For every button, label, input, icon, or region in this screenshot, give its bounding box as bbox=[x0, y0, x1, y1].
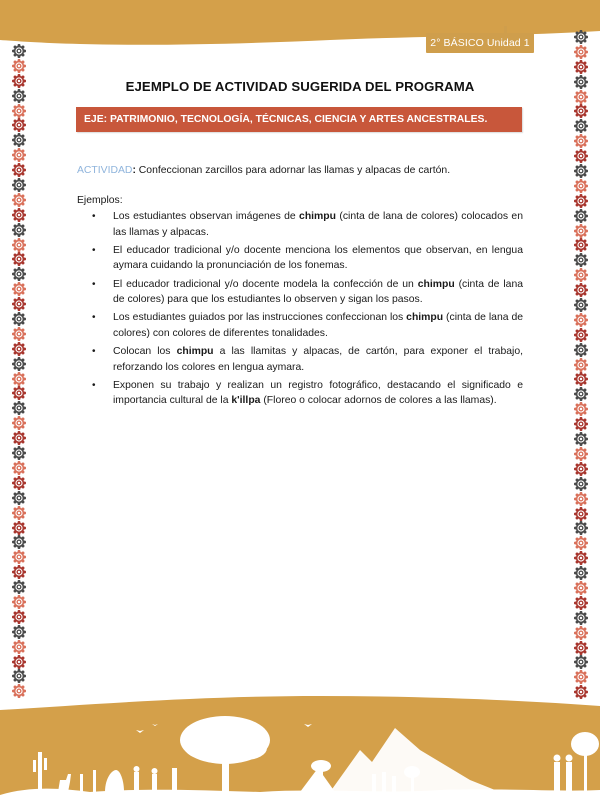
andean-gear-ornament-icon bbox=[574, 283, 588, 297]
andean-gear-ornament-icon bbox=[12, 550, 26, 564]
andean-gear-ornament-icon bbox=[12, 491, 26, 505]
andean-gear-ornament-icon bbox=[12, 238, 26, 252]
activity-label: ACTIVIDAD bbox=[77, 165, 133, 176]
bullet-icon: • bbox=[92, 244, 96, 256]
activity-content bbox=[77, 163, 523, 411]
andean-gear-ornament-icon bbox=[574, 507, 588, 521]
andean-gear-ornament-icon bbox=[574, 626, 588, 640]
andean-gear-ornament-icon bbox=[574, 313, 588, 327]
list-item: • Los estudiantes observan imágenes de chimpu (cinta de lana de colores) colocados en las llamas y alpacas. bbox=[92, 211, 523, 238]
andean-gear-ornament-icon bbox=[12, 44, 26, 58]
andean-gear-ornament-icon bbox=[12, 327, 26, 341]
andean-gear-ornament-icon bbox=[574, 432, 588, 446]
andean-gear-ornament-icon bbox=[574, 30, 588, 44]
andean-gear-ornament-icon bbox=[574, 521, 588, 535]
andean-gear-ornament-icon bbox=[12, 163, 26, 177]
andean-gear-ornament-icon bbox=[574, 402, 588, 416]
bold-term: chimpu bbox=[406, 312, 444, 324]
andean-gear-ornament-icon bbox=[574, 641, 588, 655]
list-item: • Colocan los chimpu a las llamitas y alpacas, de cartón, para exponer el trabajo, reforzando los colores en lengua aymara. bbox=[92, 345, 523, 373]
activity-colon: : bbox=[132, 165, 136, 176]
andean-gear-ornament-icon bbox=[574, 417, 588, 431]
andean-gear-ornament-icon bbox=[12, 580, 26, 594]
andean-gear-ornament-icon bbox=[12, 178, 26, 192]
activity-line bbox=[77, 163, 523, 179]
andean-gear-ornament-icon bbox=[574, 119, 588, 133]
andean-gear-ornament-icon bbox=[12, 342, 26, 356]
andean-gear-ornament-icon bbox=[574, 372, 588, 386]
eje-banner bbox=[76, 107, 522, 132]
andean-gear-ornament-icon bbox=[12, 357, 26, 371]
andean-gear-ornament-icon bbox=[574, 462, 588, 476]
bullet-icon: • bbox=[92, 345, 96, 357]
andean-gear-ornament-icon bbox=[574, 209, 588, 223]
bold-term: k'illpa bbox=[231, 395, 261, 407]
activity-text: Confeccionan zarcillos para adornar las llamas y alpacas de cartón. bbox=[135, 165, 451, 176]
andean-gear-ornament-icon bbox=[574, 60, 588, 74]
examples-heading: Ejemplos: bbox=[77, 194, 123, 206]
andean-gear-ornament-icon bbox=[12, 267, 26, 281]
andean-gear-ornament-icon bbox=[12, 104, 26, 118]
andean-gear-ornament-icon bbox=[12, 252, 26, 266]
andean-gear-ornament-icon bbox=[574, 179, 588, 193]
andean-gear-ornament-icon bbox=[12, 193, 26, 207]
andean-gear-ornament-icon bbox=[574, 164, 588, 178]
andean-gear-ornament-icon bbox=[574, 387, 588, 401]
andean-gear-ornament-icon bbox=[574, 134, 588, 148]
andean-gear-ornament-icon bbox=[12, 446, 26, 460]
andean-gear-ornament-icon bbox=[12, 133, 26, 147]
andean-gear-ornament-icon bbox=[12, 401, 26, 415]
andean-gear-ornament-icon bbox=[12, 312, 26, 326]
andean-gear-ornament-icon bbox=[574, 253, 588, 267]
andean-gear-ornament-icon bbox=[574, 551, 588, 565]
andean-gear-ornament-icon bbox=[574, 536, 588, 550]
andean-gear-ornament-icon bbox=[574, 268, 588, 282]
andean-landscape-icon bbox=[0, 690, 600, 800]
bullet-icon: • bbox=[92, 379, 96, 391]
unit-badge: 2° BÁSICO Unidad 1 bbox=[426, 33, 534, 53]
andean-gear-ornament-icon bbox=[574, 224, 588, 238]
eje-text: EJE: PATRIMONIO, TECNOLOGÍA, TÉCNICAS, CIENCIA Y ARTES ANCESTRALES. bbox=[84, 114, 488, 125]
andean-gear-ornament-icon bbox=[12, 372, 26, 386]
andean-gear-ornament-icon bbox=[574, 238, 588, 252]
andean-gear-ornament-icon bbox=[12, 297, 26, 311]
footer-landscape-band bbox=[0, 690, 600, 800]
andean-gear-ornament-icon bbox=[574, 566, 588, 580]
andean-gear-ornament-icon bbox=[12, 282, 26, 296]
bullet-icon: • bbox=[92, 312, 96, 324]
andean-gear-ornament-icon bbox=[574, 581, 588, 595]
andean-gear-ornament-icon bbox=[12, 535, 26, 549]
andean-gear-ornament-icon bbox=[12, 595, 26, 609]
andean-gear-ornament-icon bbox=[12, 476, 26, 490]
andean-gear-ornament-icon bbox=[12, 625, 26, 639]
andean-gear-ornament-icon bbox=[574, 477, 588, 491]
andean-gear-ornament-icon bbox=[574, 447, 588, 461]
andean-gear-ornament-icon bbox=[574, 670, 588, 684]
list-item: • Exponen su trabajo y realizan un registro fotográfico, destacando el significado e importancia cultural de la k'illpa (Floreo o colocar adornos de colores a las llamas). bbox=[92, 379, 523, 407]
andean-gear-ornament-icon bbox=[574, 655, 588, 669]
andean-gear-ornament-icon bbox=[574, 596, 588, 610]
andean-gear-ornament-icon bbox=[12, 386, 26, 400]
right-ornament-border bbox=[573, 30, 589, 700]
andean-gear-ornament-icon bbox=[12, 223, 26, 237]
andean-gear-ornament-icon bbox=[574, 149, 588, 163]
list-item: • El educador tradicional y/o docente menciona los elementos que observan, en lengua aymara cuidando la pronunciación de los fonemas. bbox=[92, 244, 523, 272]
andean-gear-ornament-icon bbox=[12, 208, 26, 222]
andean-gear-ornament-icon bbox=[12, 148, 26, 162]
page-title: EJEMPLO DE ACTIVIDAD SUGERIDA DEL PROGRAMA bbox=[125, 79, 475, 94]
left-ornament-border bbox=[11, 44, 27, 699]
andean-gear-ornament-icon bbox=[12, 506, 26, 520]
andean-gear-ornament-icon bbox=[574, 492, 588, 506]
andean-gear-ornament-icon bbox=[12, 59, 26, 73]
andean-gear-ornament-icon bbox=[574, 358, 588, 372]
andean-gear-ornament-icon bbox=[12, 669, 26, 683]
andean-gear-ornament-icon bbox=[12, 431, 26, 445]
andean-gear-ornament-icon bbox=[574, 104, 588, 118]
examples-list bbox=[77, 209, 523, 409]
bullet-icon: • bbox=[92, 211, 96, 223]
andean-gear-ornament-icon bbox=[574, 343, 588, 357]
andean-gear-ornament-icon bbox=[574, 298, 588, 312]
andean-gear-ornament-icon bbox=[12, 416, 26, 430]
andean-gear-ornament-icon bbox=[574, 328, 588, 342]
andean-gear-ornament-icon bbox=[12, 565, 26, 579]
andean-gear-ornament-icon bbox=[12, 521, 26, 535]
list-item: • Los estudiantes guiados por las instrucciones confeccionan los chimpu (cinta de lana de colores) con colores de diferentes tonalidades. bbox=[92, 312, 523, 339]
andean-gear-ornament-icon bbox=[574, 611, 588, 625]
andean-gear-ornament-icon bbox=[12, 610, 26, 624]
bold-term: chimpu bbox=[176, 345, 214, 357]
bold-term: chimpu bbox=[299, 211, 336, 223]
andean-gear-ornament-icon bbox=[574, 194, 588, 208]
andean-gear-ornament-icon bbox=[12, 118, 26, 132]
bullet-icon: • bbox=[92, 278, 96, 290]
bold-term: chimpu bbox=[417, 278, 455, 290]
andean-gear-ornament-icon bbox=[574, 45, 588, 59]
andean-gear-ornament-icon bbox=[12, 655, 26, 669]
list-item: • El educador tradicional y/o docente modela la confección de un chimpu (cinta de lana de colores) para que los estudiantes lo observen y sigan los pasos. bbox=[92, 278, 523, 306]
andean-gear-ornament-icon bbox=[12, 640, 26, 654]
andean-gear-ornament-icon bbox=[12, 461, 26, 475]
